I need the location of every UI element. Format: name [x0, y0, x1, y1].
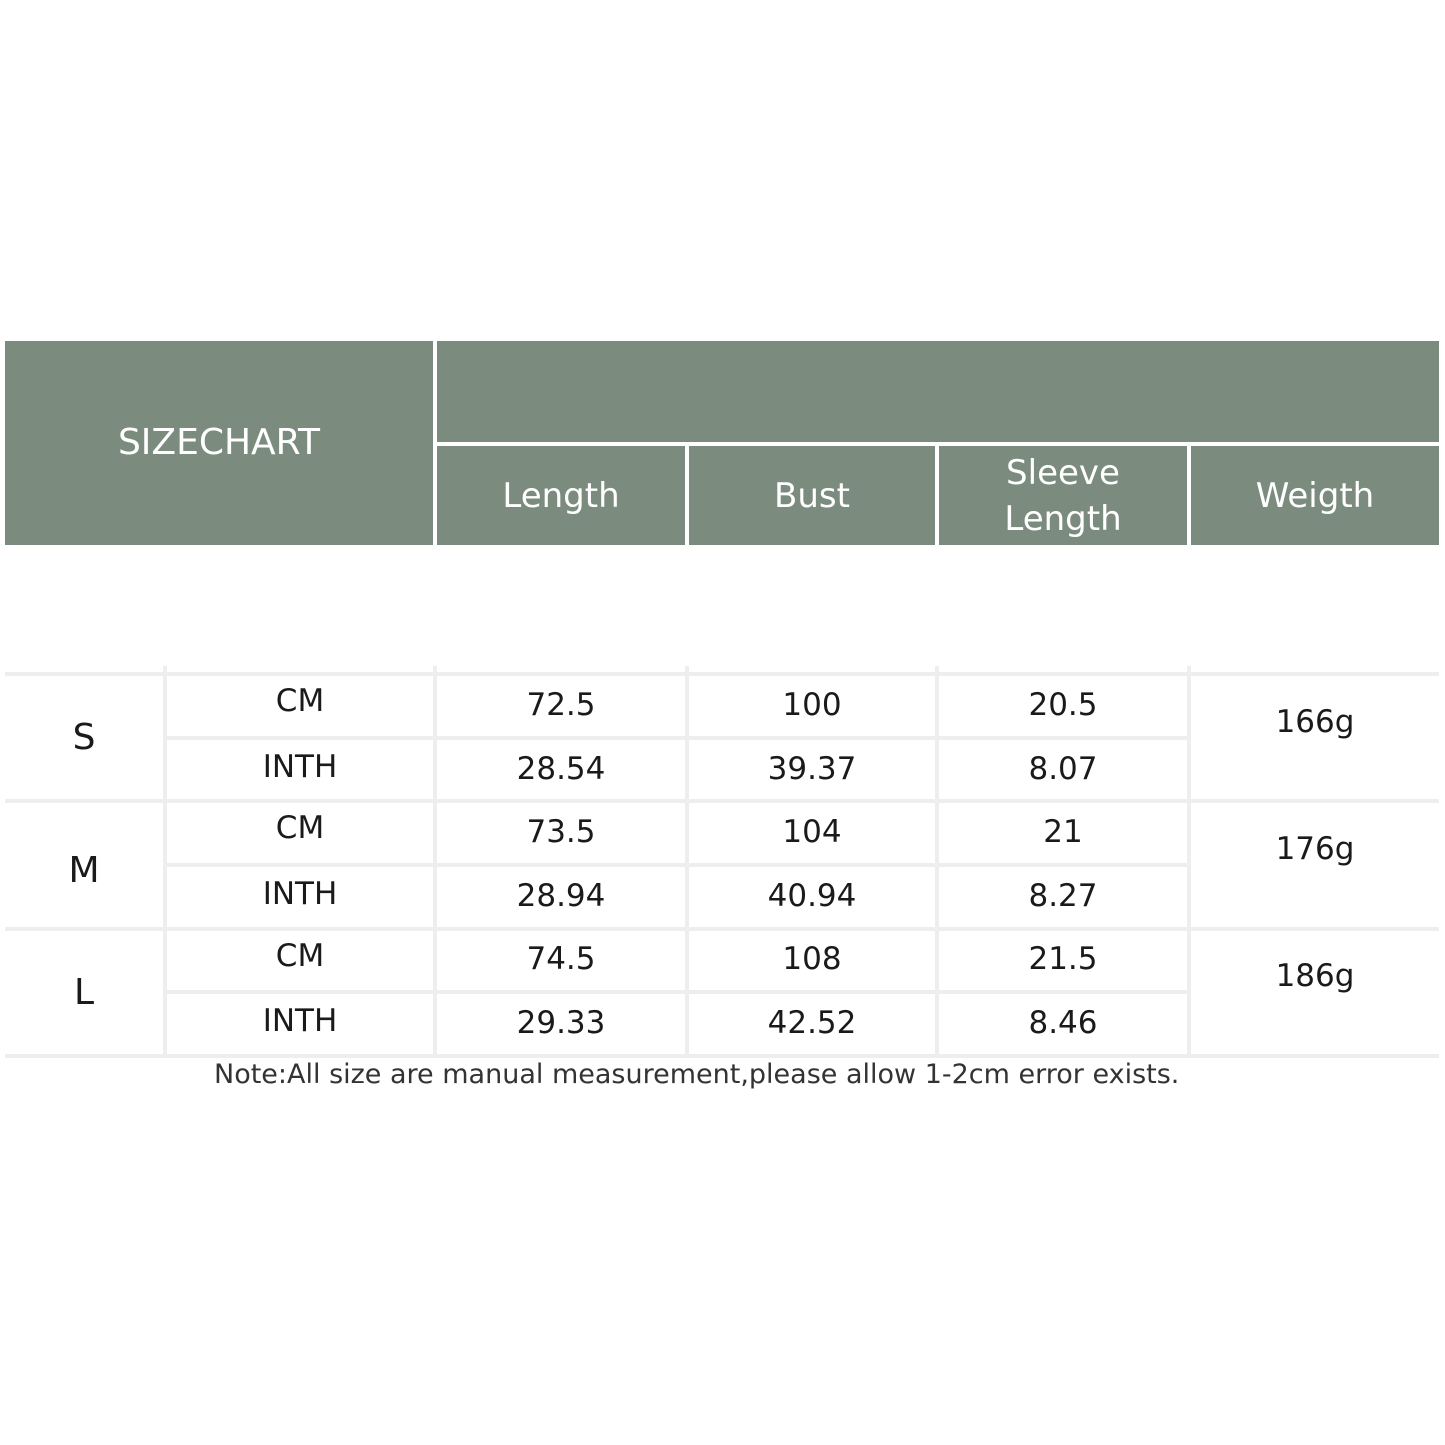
bust-value: 39.37: [767, 751, 857, 787]
size-label: S: [72, 717, 96, 758]
unit-label: CM: [275, 810, 325, 846]
length-value: 29.33: [516, 1005, 606, 1041]
bust-value: 42.52: [767, 1005, 857, 1041]
sleeve-length-value: 21: [1043, 814, 1083, 850]
column-header-sleeve-length: Sleeve Length: [939, 446, 1187, 545]
unit-label: CM: [275, 683, 325, 719]
bust-value: 40.94: [767, 878, 857, 914]
length-value: 28.94: [516, 878, 606, 914]
sleeve-length-value: 8.46: [1028, 1005, 1098, 1041]
column-header-bust: Bust: [689, 446, 935, 545]
length-value: 74.5: [526, 941, 596, 977]
measurement-note: Note:All size are manual measurement,please allow 1-2cm error exists.: [214, 1059, 1180, 1090]
weight-value: 186g: [1275, 958, 1355, 994]
unit-label: INTH: [262, 1003, 338, 1039]
bust-value: 108: [782, 941, 842, 977]
bust-value: 100: [782, 687, 842, 723]
sleeve-length-value: 8.27: [1028, 878, 1098, 914]
length-value: 72.5: [526, 687, 596, 723]
size-label: L: [73, 972, 95, 1013]
sleeve-length-value: 21.5: [1028, 941, 1098, 977]
column-header-weight: Weigth: [1191, 446, 1439, 545]
unit-label: INTH: [262, 876, 338, 912]
sleeve-length-value: 20.5: [1028, 687, 1098, 723]
sleeve-length-value: 8.07: [1028, 751, 1098, 787]
unit-label: INTH: [262, 749, 338, 785]
size-label: M: [68, 850, 100, 891]
header-top-band: [437, 341, 1439, 442]
column-header-length: Length: [437, 446, 685, 545]
length-value: 28.54: [516, 751, 606, 787]
weight-value: 166g: [1275, 704, 1355, 740]
weight-value: 176g: [1275, 831, 1355, 867]
size-chart-title: SIZECHART: [117, 422, 321, 463]
length-value: 73.5: [526, 814, 596, 850]
bust-value: 104: [782, 814, 842, 850]
unit-label: CM: [275, 938, 325, 974]
